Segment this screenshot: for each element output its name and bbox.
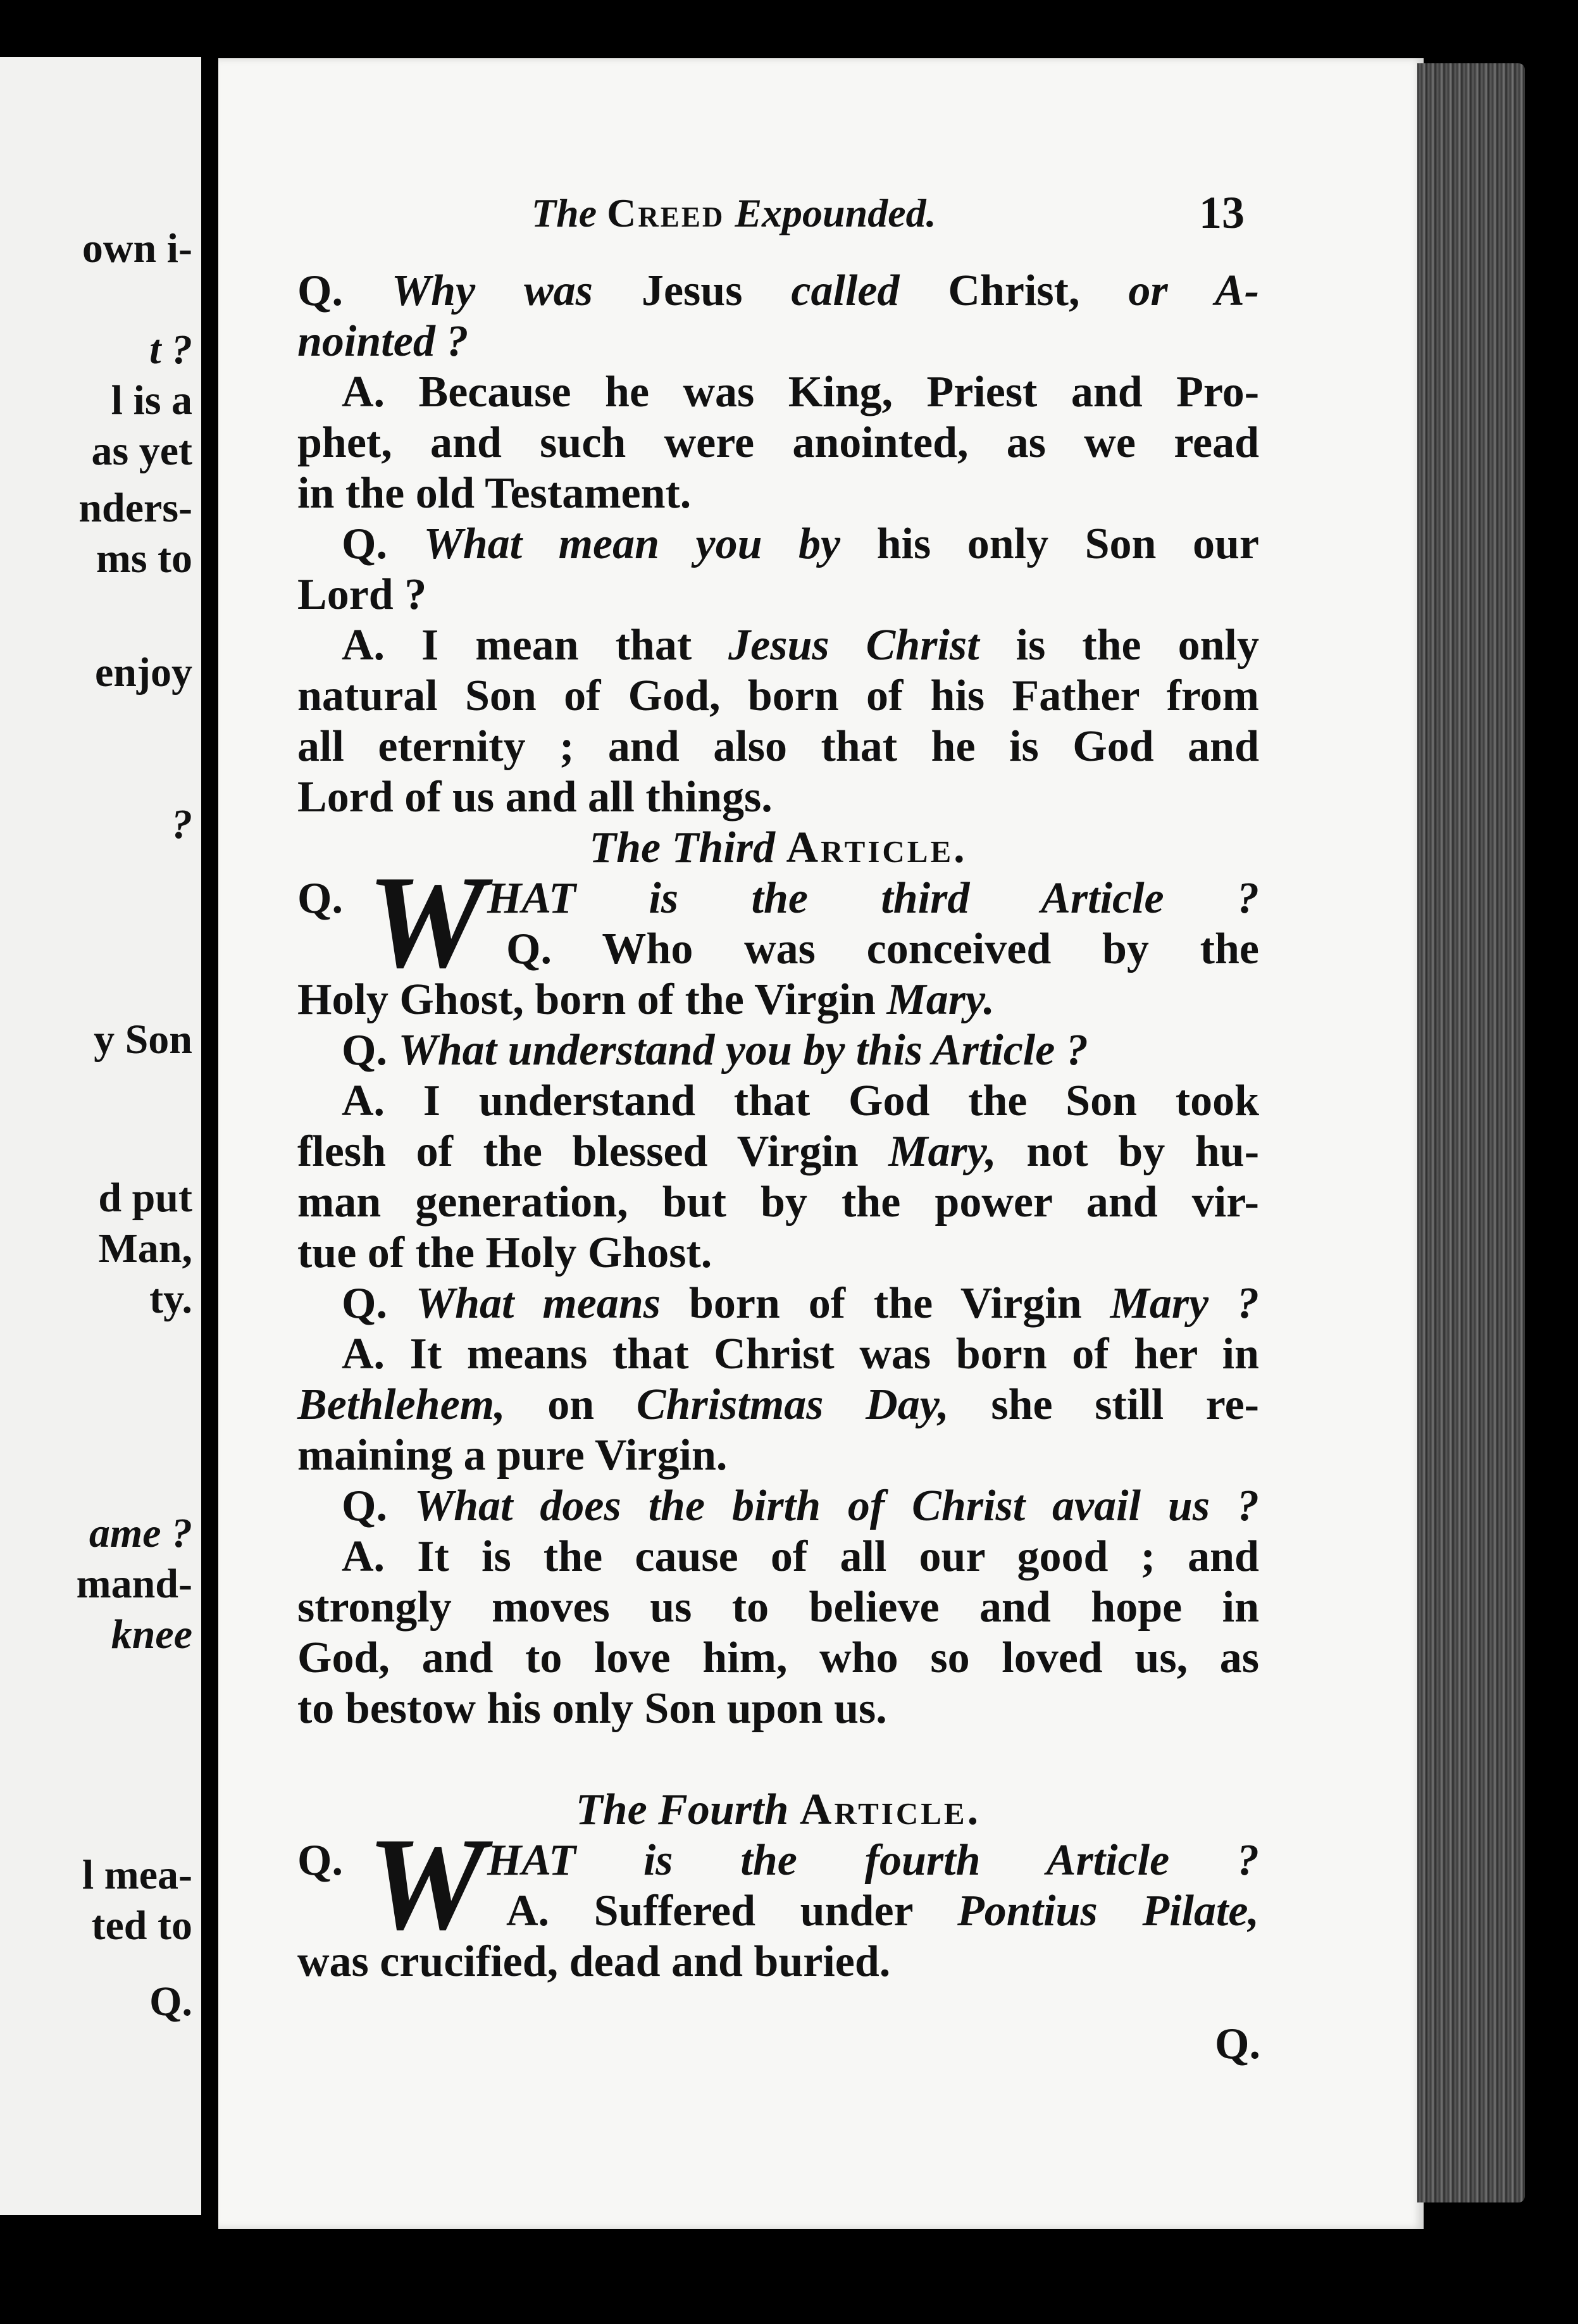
dropcap-paragraph: Q. W HAT is the third Article ? Q. Who was conceived by the [297,849,1259,996]
text-line: Holy Ghost, born of the Virgin Mary. [297,975,995,1024]
text-line: A. I understand that God the Son took [342,1077,1259,1125]
drop-capital: W [367,849,485,996]
article-heading: The Fourth Article. [575,1785,981,1834]
text-line: Lord ? [297,570,427,619]
facing-page-fragment: Q. [149,1978,192,2025]
facing-page-fragment: as yet [91,428,192,474]
header-word: Expounded. [735,191,936,235]
body-text [297,266,1259,1987]
text-line: A. Because he was King, Priest and Pro- [342,368,1259,416]
text-line: maining a pure Virgin. [297,1431,728,1480]
text-line: A. I mean that Jesus Christ is the only [342,621,1259,670]
facing-page-fragment: d put [98,1175,192,1221]
page-number: 13 [1199,187,1245,238]
text-line: Q. What understand you by this Article ? [342,1026,1088,1075]
facing-page-fragment: ty. [149,1276,192,1322]
text-line: man generation, but by the power and vir- [297,1178,1259,1227]
text-line: Bethlehem, on Christmas Day, she still re- [297,1380,1259,1429]
facing-page-fragment: l mea- [82,1852,192,1898]
dropcap-paragraph: Q. W HAT is the fourth Article ? A. Suffered under Pontius Pilate, [297,1811,1259,1958]
running-header [531,190,936,237]
text-line: in the old Testament. [297,469,692,518]
facing-page-fragment: nders- [78,485,192,531]
text-line: God, and to love him, who so loved us, as [297,1634,1259,1682]
text-line: strongly moves us to believe and hope in [297,1583,1259,1632]
page-edges [1417,63,1525,2202]
header-word: The [531,191,597,235]
text-line: all eternity ; and also that he is God and [297,722,1259,771]
facing-page-fragment: mand- [76,1561,192,1607]
text-line: Q. What mean you by his only Son our [342,520,1259,568]
catchword: Q. [1215,2020,1260,2068]
article-heading: The Third Article. [589,823,967,872]
facing-page-fragment: enjoy [95,649,192,696]
text-line: flesh of the blessed Virgin Mary, not by hu- [297,1127,1260,1176]
facing-page-fragment: y Son [94,1016,192,1063]
text-line: phet, and such were anointed, as we read [297,418,1259,467]
facing-page-fragment: ted to [91,1902,192,1949]
facing-page-fragment: knee [111,1611,192,1658]
text-line: Q. What means born of the Virgin Mary ? [342,1279,1260,1328]
facing-page-fragment: ame ? [89,1510,192,1556]
text-line: tue of the Holy Ghost. [297,1228,712,1277]
text-line: Lord of us and all things. [297,773,773,822]
spacer [297,1734,1259,1785]
text-line: nointed ? [297,317,469,366]
facing-page-fragment: Man, [98,1225,192,1271]
facing-page-fragment: ms to [96,535,192,582]
text-line: natural Son of God, born of his Father from [297,672,1259,720]
facing-page-fragment: l is a [111,377,192,423]
text-line: A. It means that Christ was born of her in [342,1330,1259,1378]
text-line: Q. What does the birth of Christ avail us ? [342,1482,1259,1530]
text-line: was crucified, dead and buried. [297,1937,891,1986]
facing-page-fragment: t ? [149,327,192,373]
text-line: A. It is the cause of all our good ; and [342,1532,1259,1581]
drop-capital: W [367,1811,485,1958]
header-smallcaps: Creed [607,191,725,235]
facing-page-fragment: own i- [82,225,192,272]
text-line: to bestow his only Son upon us. [297,1684,887,1733]
facing-page [0,57,201,2215]
facing-page-fragment: ? [171,801,192,847]
text-line: Q. Why was Jesus called Christ, or A- [297,266,1260,315]
